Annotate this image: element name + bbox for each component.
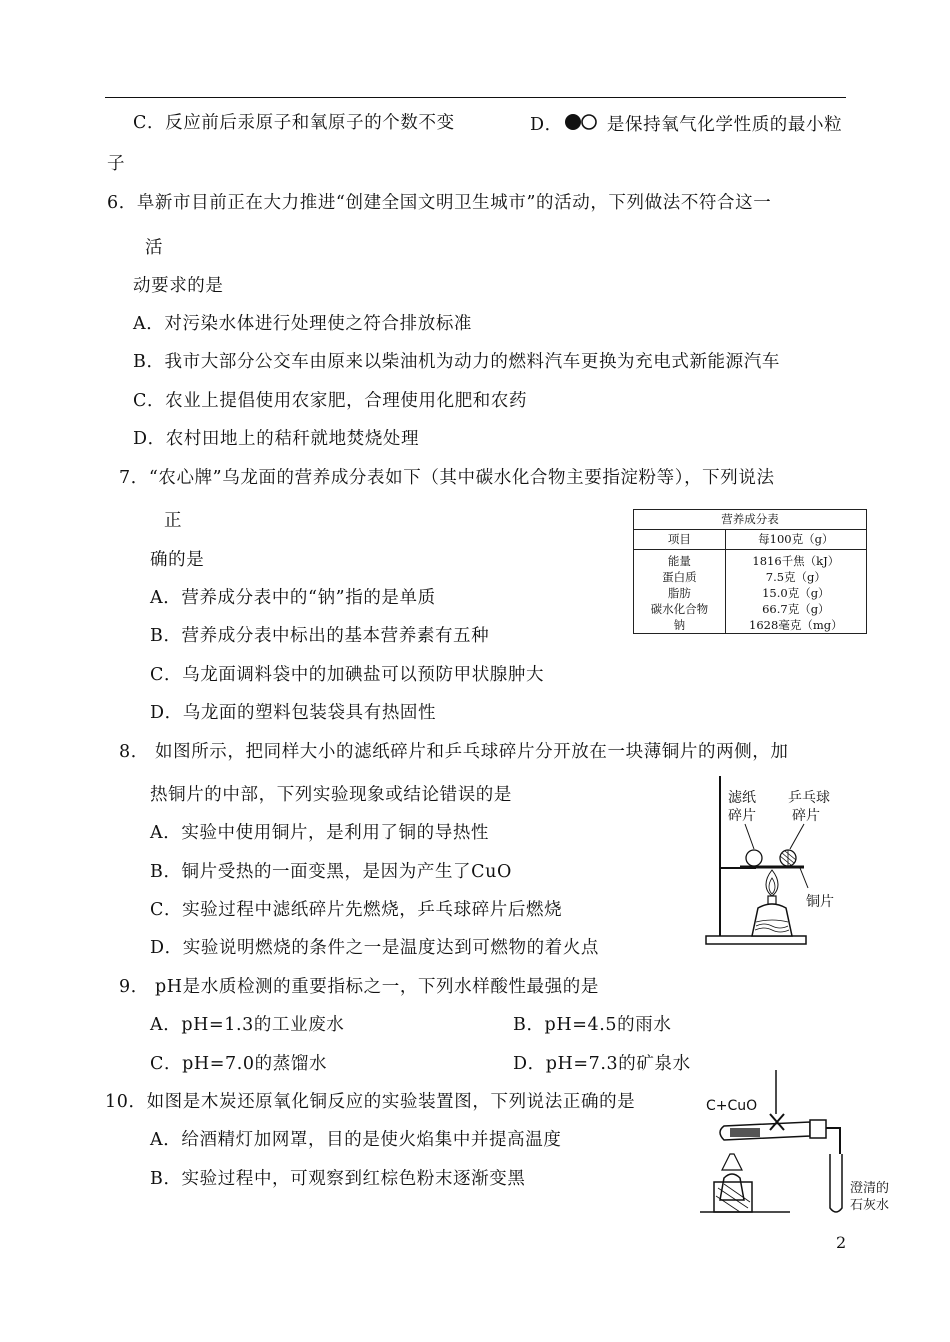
oxygen-molecule-icon: [563, 112, 601, 132]
q6-stem: 6．阜新市目前正在大力推进“创建全国文明卫生城市”的活动，下列做法不符合这一: [107, 193, 772, 213]
q8-option-c: C．实验过程中滤纸碎片先燃烧，乒乓球碎片后燃烧: [150, 900, 563, 920]
q6-option-b: B．我市大部分公交车由原来以柴油机为动力的燃料汽车更换为充电式新能源汽车: [133, 352, 780, 372]
nutrition-header-per100g: 每100克（g）: [725, 530, 866, 550]
q8-option-d: D．实验说明燃烧的条件之一是温度达到可燃物的着火点: [150, 938, 600, 958]
nutrition-item: 碳水化合物: [634, 601, 726, 617]
q7-option-d: D．乌龙面的塑料包装袋具有热固性: [150, 703, 437, 723]
q6-option-d: D．农村田地上的秸秆就地焚烧处理: [133, 429, 420, 449]
table-row: [634, 550, 867, 570]
nutrition-table-header: [634, 530, 867, 550]
label-pingpong-2: 碎片: [792, 808, 820, 824]
q5-option-d: [530, 112, 842, 136]
nutrition-item: 钠: [634, 617, 726, 634]
spirit-lamp-icon: [720, 1174, 744, 1200]
q8-stem: 8． 如图所示，把同样大小的滤纸碎片和乒乓球碎片分开放在一块薄铜片的两侧，加: [119, 742, 789, 762]
label-filter-paper-2: 碎片: [728, 808, 756, 824]
q9-option-c: C．pH=7.0的蒸馏水: [150, 1054, 328, 1074]
reactant-powder: [730, 1128, 760, 1137]
table-row: [634, 569, 867, 585]
q5-option-d-prefix: D．: [530, 115, 563, 135]
label-limewater-2: 石灰水: [850, 1198, 890, 1213]
q9-option-d: D．pH=7.3的矿泉水: [513, 1054, 691, 1074]
q10-option-b: B．实验过程中，可观察到红棕色粉末逐渐变黑: [150, 1169, 526, 1189]
q7-option-a: A．营养成分表中的“钠”指的是单质: [150, 588, 436, 608]
q9-option-b: B．pH=4.5的雨水: [513, 1015, 672, 1035]
q8-stem-continued: 热铜片的中部，下列实验现象或结论错误的是: [150, 785, 512, 805]
stand-base: [706, 936, 806, 944]
q7-option-b: B．营养成分表中标出的基本营养素有五种: [150, 626, 490, 646]
q7-stem-continued-1: 正: [164, 511, 183, 531]
table-row: [634, 585, 867, 601]
nutrition-item: 脂肪: [634, 585, 726, 601]
q10-stem: 10．如图是木炭还原氧化铜反应的实验装置图，下列说法正确的是: [105, 1092, 636, 1112]
q6-stem-continued-1: 活: [145, 238, 164, 258]
table-row: [634, 601, 867, 617]
nutrition-table: [633, 509, 867, 634]
q7-stem: 7．“农心牌”乌龙面的营养成分表如下（其中碳水化合物主要指淀粉等），下列说法: [119, 468, 775, 488]
label-pingpong-1: 乒乓球: [788, 790, 830, 806]
nutrition-table-caption: 营养成分表: [634, 510, 867, 530]
nutrition-value: 7.5克（g）: [765, 569, 826, 584]
q5-option-d-text: 是保持氧气化学性质的最小粒: [606, 115, 843, 135]
label-copper: 铜片: [806, 894, 834, 910]
filter-paper-piece: [746, 850, 762, 866]
flame-icon: [766, 870, 778, 896]
charcoal-reduction-apparatus-figure: [700, 1070, 910, 1220]
q7-stem-continued-2: 确的是: [150, 550, 205, 570]
table-row: [634, 617, 867, 634]
q7-option-c: C．乌龙面调料袋中的加碘盐可以预防甲状腺肿大: [150, 665, 545, 685]
q6-option-c: C．农业上提倡使用农家肥，合理使用化肥和农药: [133, 391, 528, 411]
nutrition-value: 1816千焦（kJ）: [752, 553, 840, 568]
q5-option-d-continued: 子: [107, 154, 126, 174]
nutrition-value: 1628毫克（mg）: [749, 617, 843, 632]
nutrition-header-item: 项目: [634, 530, 726, 550]
q5-option-c: C．反应前后汞原子和氧原子的个数不变: [133, 113, 455, 133]
q9-option-a: A．pH=1.3的工业废水: [150, 1015, 345, 1035]
limewater-tube: [830, 1154, 842, 1212]
q9-stem: 9． pH是水质检测的重要指标之一，下列水样酸性最强的是: [119, 977, 599, 997]
nutrition-value: 15.0克（g）: [762, 585, 830, 600]
nutrition-value: 66.7克（g）: [762, 601, 830, 616]
q6-stem-continued-2: 动要求的是: [133, 276, 224, 296]
q8-option-b: B．铜片受热的一面变黑，是因为产生了CuO: [150, 862, 512, 882]
wire-mesh-hood: [722, 1154, 742, 1170]
label-reactants: C+CuO: [706, 1098, 758, 1114]
nutrition-item: 蛋白质: [634, 569, 726, 585]
nutrition-table-caption-row: [634, 510, 867, 530]
q10-option-a: A．给酒精灯加网罩，目的是使火焰集中并提高温度: [150, 1130, 562, 1150]
nutrition-item: 能量: [634, 550, 726, 570]
label-limewater-1: 澄清的: [850, 1181, 890, 1196]
label-filter-paper-1: 滤纸: [728, 790, 756, 806]
stopper: [810, 1120, 826, 1138]
header-rule: [105, 97, 846, 98]
page-number: 2: [836, 1233, 847, 1252]
q8-option-a: A．实验中使用铜片，是利用了铜的导热性: [150, 823, 490, 843]
q6-option-a: A．对污染水体进行处理使之符合排放标准: [133, 314, 473, 334]
copper-plate-experiment-figure: [700, 770, 850, 950]
